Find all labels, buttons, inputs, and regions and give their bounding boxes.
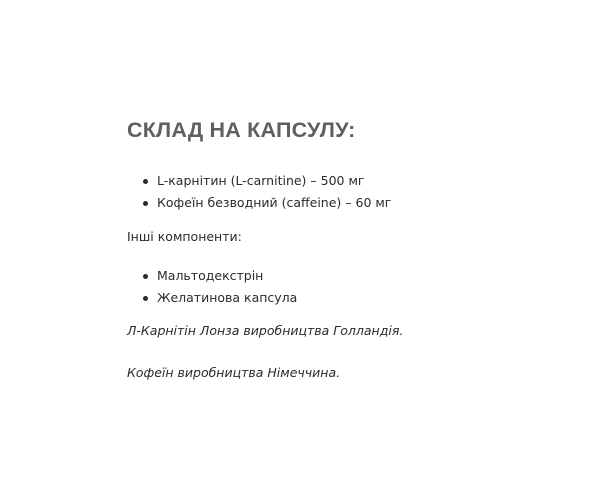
origin-note-carnitine: Л-Карнітін Лонза виробництва Голландія. (127, 323, 404, 338)
component-text: Мальтодекстрін (157, 268, 264, 283)
other-components-label: Інші компоненти: (127, 229, 242, 244)
list-item (127, 287, 297, 309)
ingredient-text: Кофеїн безводний (caffeine) – 60 мг (157, 195, 392, 210)
origin-note-caffeine: Кофеїн виробництва Німеччина. (127, 365, 341, 380)
bullet-icon (143, 179, 148, 184)
main-ingredients-list (127, 170, 391, 214)
bullet-icon (143, 274, 148, 279)
other-components-list (127, 265, 297, 309)
list-item (127, 192, 391, 214)
component-text: Желатинова капсула (157, 290, 298, 305)
bullet-icon (143, 296, 148, 301)
bullet-icon (143, 201, 148, 206)
list-item (127, 170, 391, 192)
composition-heading: СКЛАД НА КАПСУЛУ: (127, 118, 356, 142)
list-item (127, 265, 297, 287)
ingredient-text: L-карнітин (L-carnitine) – 500 мг (157, 173, 365, 188)
